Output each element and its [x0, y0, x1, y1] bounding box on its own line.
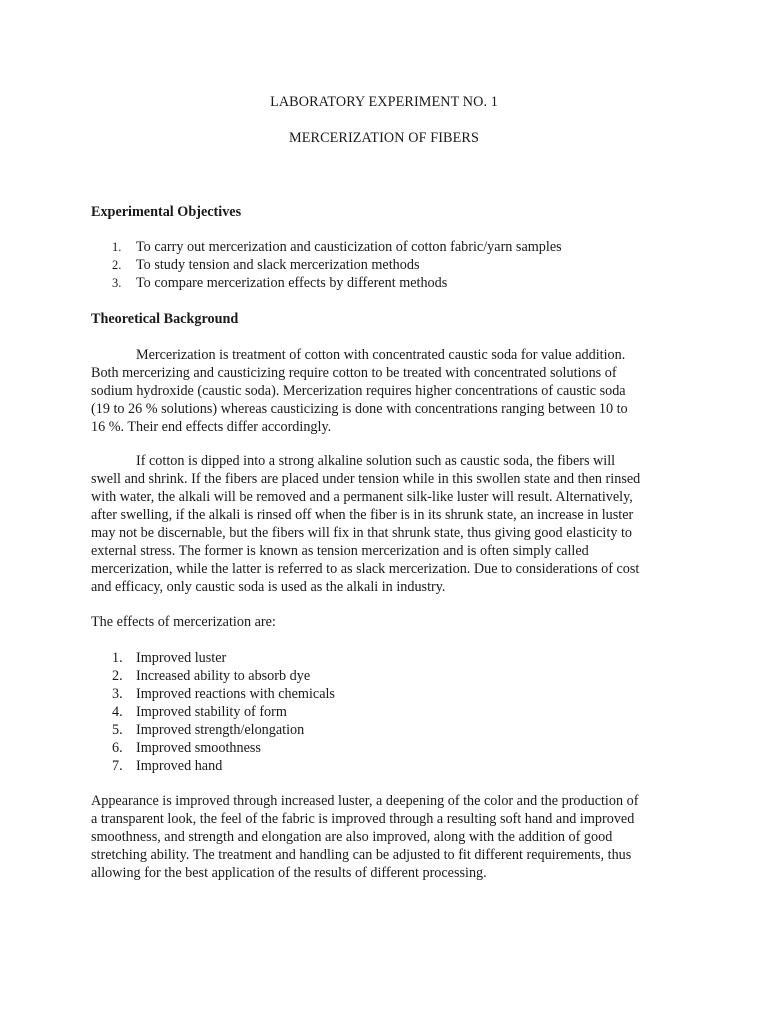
paragraph-line: Both mercerizing and causticizing require cotton to be treated with concentrated solutions of	[91, 365, 617, 381]
list-text: Improved hand	[136, 758, 223, 774]
background-paragraph-1	[91, 346, 675, 436]
list-item	[91, 238, 562, 256]
list-number: 6.	[112, 740, 123, 756]
list-number: 2.	[112, 668, 123, 684]
effects-intro	[91, 613, 675, 631]
list-item	[91, 667, 335, 685]
list-text: Improved luster	[136, 650, 227, 666]
paragraph-line: If cotton is dipped into a strong alkaline solution such as caustic soda, the fibers will	[136, 453, 616, 469]
list-item	[91, 649, 335, 667]
list-number: 1.	[112, 240, 122, 254]
list-item	[91, 685, 335, 703]
list-item	[91, 757, 335, 775]
list-text: Improved reactions with chemicals	[136, 686, 335, 702]
list-item	[91, 739, 335, 757]
list-number: 2.	[112, 258, 122, 272]
list-number: 4.	[112, 704, 123, 720]
list-item	[91, 274, 562, 292]
document-title: LABORATORY EXPERIMENT NO. 1	[270, 94, 498, 110]
paragraph-line: may not be discernable, but the fibers will fix in that shrunk state, thus giving good elasticity to	[91, 525, 632, 541]
paragraph-line: Appearance is improved through increased luster, a deepening of the color and the production of	[91, 793, 639, 809]
background-paragraph-3	[91, 792, 675, 882]
paragraph-line: and efficacy, only caustic soda is used as the alkali in industry.	[91, 579, 446, 595]
list-text: To study tension and slack mercerization methods	[136, 257, 420, 273]
list-number: 5.	[112, 722, 123, 738]
objectives-list	[91, 238, 562, 292]
list-text: To compare mercerization effects by different methods	[136, 275, 448, 291]
list-text: Increased ability to absorb dye	[136, 668, 311, 684]
list-item	[91, 256, 562, 274]
paragraph-line: a transparent look, the feel of the fabric is improved through a resulting soft hand and improved	[91, 811, 635, 827]
paragraph-line: The effects of mercerization are:	[91, 614, 276, 630]
paragraph-line: Mercerization is treatment of cotton with concentrated caustic soda for value addition.	[136, 347, 626, 363]
paragraph-line: (19 to 26 % solutions) whereas causticizing is done with concentrations ranging between 10 to	[91, 401, 628, 417]
paragraph-line: 16 %. Their end effects differ accordingly.	[91, 419, 332, 435]
list-number: 1.	[112, 650, 123, 666]
document-subtitle: MERCERIZATION OF FIBERS	[289, 130, 479, 146]
list-item	[91, 703, 335, 721]
list-text: To carry out mercerization and causticization of cotton fabric/yarn samples	[136, 239, 562, 255]
list-text: Improved smoothness	[136, 740, 261, 756]
list-number: 7.	[112, 758, 123, 774]
paragraph-line: with water, the alkali will be removed and a permanent silk-like luster will result. Alternatively,	[91, 489, 633, 505]
paragraph-line: after swelling, if the alkali is rinsed off when the fiber is in its shrunk state, an increase in luster	[91, 507, 634, 523]
list-text: Improved strength/elongation	[136, 722, 305, 738]
background-heading: Theoretical Background	[91, 311, 239, 327]
list-number: 3.	[112, 686, 123, 702]
paragraph-line: allowing for the best application of the results of different processing.	[91, 865, 487, 881]
paragraph-line: mercerization, while the latter is referred to as slack mercerization. Due to considerations of cost	[91, 561, 640, 577]
list-number: 3.	[112, 276, 122, 290]
paragraph-line: smoothness, and strength and elongation are also improved, along with the addition of good	[91, 829, 613, 845]
background-paragraph-2	[91, 452, 675, 596]
paragraph-line: swell and shrink. If the fibers are placed under tension while in this swollen state and then rinsed	[91, 471, 641, 487]
paragraph-line: stretching ability. The treatment and handling can be adjusted to fit different requirements, thus	[91, 847, 632, 863]
list-text: Improved stability of form	[136, 704, 287, 720]
paragraph-line: external stress. The former is known as tension mercerization and is often simply called	[91, 543, 589, 559]
effects-list	[91, 649, 335, 775]
paragraph-line: sodium hydroxide (caustic soda). Mercerization requires higher concentrations of caustic soda	[91, 383, 626, 399]
objectives-heading: Experimental Objectives	[91, 204, 242, 220]
list-item	[91, 721, 335, 739]
